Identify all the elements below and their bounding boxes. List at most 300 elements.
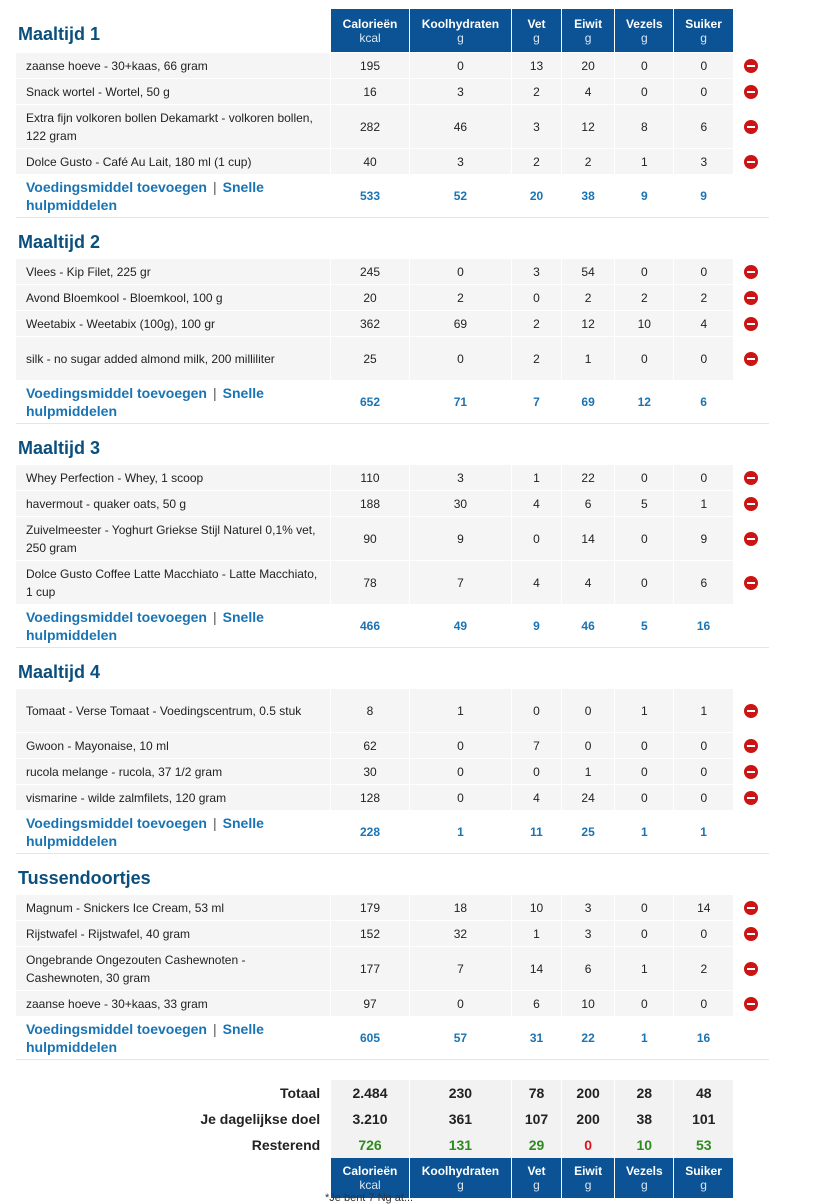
delete-icon[interactable]	[744, 576, 758, 590]
meal-total-value: 46	[562, 605, 615, 648]
meal-total-value: 533	[331, 175, 410, 218]
meal-total-value: 49	[409, 605, 511, 648]
food-value: 0	[562, 689, 615, 733]
meal-totals-row	[16, 811, 769, 854]
summary-value: 3.210	[331, 1106, 410, 1132]
food-value: 40	[331, 149, 410, 175]
food-row[interactable]	[16, 785, 769, 811]
column-header-2	[511, 9, 561, 53]
summary-value: 200	[562, 1080, 615, 1106]
food-value: 5	[615, 491, 674, 517]
add-food-link[interactable]: Voedingsmiddel toevoegen	[26, 815, 207, 831]
food-value: 3	[562, 895, 615, 921]
link-separator: |	[213, 385, 217, 401]
food-value: 3	[409, 149, 511, 175]
food-value: 0	[409, 53, 511, 79]
food-value: 0	[674, 465, 733, 491]
food-value: 16	[331, 79, 410, 105]
link-separator: |	[213, 1021, 217, 1037]
meal-total-value: 1	[615, 1017, 674, 1060]
summary-value: 230	[409, 1080, 511, 1106]
delete-icon[interactable]	[744, 352, 758, 366]
food-value: 0	[615, 53, 674, 79]
meal-total-value: 6	[674, 381, 733, 424]
food-row[interactable]	[16, 259, 769, 285]
food-name[interactable]: Snack wortel - Wortel, 50 g	[16, 79, 331, 105]
delete-cell	[733, 259, 769, 285]
delete-icon[interactable]	[744, 120, 758, 134]
meal-title-text: Maaltijd 1	[18, 24, 101, 44]
empty-cell	[733, 1158, 769, 1198]
empty-cell	[733, 605, 769, 648]
food-value: 20	[562, 53, 615, 79]
column-unit: g	[533, 30, 540, 45]
meal-title	[16, 218, 769, 259]
food-value: 3	[409, 79, 511, 105]
food-value: 14	[511, 947, 561, 991]
food-row[interactable]	[16, 991, 769, 1017]
food-name[interactable]: Vlees - Kip Filet, 225 gr	[16, 259, 331, 285]
food-value: 1	[511, 921, 561, 947]
food-value: 0	[511, 285, 561, 311]
food-value: 0	[409, 785, 511, 811]
delete-cell	[733, 53, 769, 79]
food-name[interactable]: Magnum - Snickers Ice Cream, 53 ml	[16, 895, 331, 921]
column-label: Koolhydraten	[421, 16, 500, 31]
food-value: 6	[511, 991, 561, 1017]
food-value: 2	[511, 79, 561, 105]
food-value: 9	[674, 517, 733, 561]
food-value: 3	[409, 465, 511, 491]
column-unit: g	[700, 30, 707, 45]
delete-cell	[733, 947, 769, 991]
food-value: 2	[674, 285, 733, 311]
empty-cell	[733, 381, 769, 424]
summary-row-remaining	[16, 1132, 769, 1158]
food-row[interactable]	[16, 465, 769, 491]
summary-row-total	[16, 1080, 769, 1106]
food-value: 8	[615, 105, 674, 149]
food-name[interactable]: zaanse hoeve - 30+kaas, 66 gram	[16, 53, 331, 79]
food-name[interactable]: Dolce Gusto Coffee Latte Macchiato - Latte Macchiato, 1 cup	[16, 561, 331, 605]
food-row[interactable]	[16, 491, 769, 517]
meal-total-value: 16	[674, 1017, 733, 1060]
column-header-5	[674, 9, 733, 53]
delete-icon[interactable]	[744, 739, 758, 753]
food-value: 46	[409, 105, 511, 149]
column-header-row	[16, 9, 769, 53]
column-unit: g	[584, 1178, 592, 1192]
empty-cell	[733, 175, 769, 218]
food-value: 2	[615, 285, 674, 311]
meal-header-row	[16, 648, 769, 689]
food-value: 177	[331, 947, 410, 991]
food-value: 97	[331, 991, 410, 1017]
meal-total-value: 31	[511, 1017, 561, 1060]
delete-cell	[733, 895, 769, 921]
food-name[interactable]: rucola melange - rucola, 37 1/2 gram	[16, 759, 331, 785]
delete-icon[interactable]	[744, 901, 758, 915]
meal-total-value: 11	[511, 811, 561, 854]
meal-links	[16, 1017, 331, 1060]
food-value: 0	[615, 921, 674, 947]
summary-value: 361	[409, 1106, 511, 1132]
meal-total-value: 57	[409, 1017, 511, 1060]
summary-label: Je dagelijkse doel	[200, 1111, 321, 1127]
meal-total-value: 9	[511, 605, 561, 648]
food-name[interactable]: Whey Perfection - Whey, 1 scoop	[16, 465, 331, 491]
food-value: 2	[511, 337, 561, 381]
column-header-1	[409, 1158, 511, 1198]
spacer-cell	[16, 1060, 769, 1081]
food-value: 2	[562, 285, 615, 311]
delete-icon[interactable]	[744, 927, 758, 941]
summary-value: 78	[511, 1080, 561, 1106]
column-unit: kcal	[359, 1178, 381, 1192]
delete-cell	[733, 285, 769, 311]
delete-cell	[733, 785, 769, 811]
food-value: 188	[331, 491, 410, 517]
food-value: 2	[409, 285, 511, 311]
column-unit: g	[700, 1178, 707, 1192]
column-header-5	[674, 1158, 733, 1198]
food-value: 8	[331, 689, 410, 733]
food-value: 0	[511, 689, 561, 733]
meal-title	[16, 854, 769, 895]
food-row[interactable]	[16, 149, 769, 175]
food-value: 6	[674, 561, 733, 605]
column-label: Suiker	[685, 1164, 722, 1178]
food-value: 0	[674, 991, 733, 1017]
add-food-link[interactable]: Voedingsmiddel toevoegen	[26, 179, 207, 195]
food-value: 12	[562, 311, 615, 337]
empty-cell	[733, 1017, 769, 1060]
footnote: *Je bent 7 Ng at...	[325, 1192, 414, 1204]
food-row[interactable]	[16, 285, 769, 311]
food-value: 2	[674, 947, 733, 991]
delete-icon[interactable]	[744, 155, 758, 169]
food-value: 12	[562, 105, 615, 149]
food-value: 0	[615, 785, 674, 811]
food-value: 10	[511, 895, 561, 921]
food-value: 1	[674, 491, 733, 517]
meal-total-value: 25	[562, 811, 615, 854]
food-row[interactable]	[16, 337, 769, 381]
column-unit: g	[640, 1178, 648, 1192]
food-name[interactable]: Zuivelmeester - Yoghurt Griekse Stijl Naturel 0,1% vet, 250 gram	[16, 517, 331, 561]
food-value: 0	[674, 79, 733, 105]
column-unit: g	[533, 1178, 540, 1192]
add-food-link[interactable]: Voedingsmiddel toevoegen	[26, 1021, 207, 1037]
summary-label: Resterend	[251, 1137, 321, 1153]
column-label: Vet	[527, 16, 546, 31]
delete-cell	[733, 991, 769, 1017]
food-value: 2	[511, 149, 561, 175]
column-header-2	[511, 1158, 561, 1198]
food-value: 10	[615, 311, 674, 337]
delete-icon[interactable]	[744, 532, 758, 546]
meal-links	[16, 811, 331, 854]
delete-cell	[733, 517, 769, 561]
food-value: 7	[511, 733, 561, 759]
food-value: 1	[615, 149, 674, 175]
meal-title-text: Maaltijd 3	[18, 437, 101, 458]
add-food-link[interactable]: Voedingsmiddel toevoegen	[26, 609, 207, 625]
food-row[interactable]	[16, 689, 769, 733]
summary-value: 53	[674, 1132, 733, 1158]
empty-cell	[733, 811, 769, 854]
delete-icon[interactable]	[744, 765, 758, 779]
food-value: 6	[562, 947, 615, 991]
quick-tools-link[interactable]: Snelle hulpmiddelen	[26, 1021, 264, 1055]
delete-icon[interactable]	[744, 962, 758, 976]
meal-title-text: Maaltijd 2	[18, 231, 101, 252]
meal-totals-row	[16, 381, 769, 424]
empty-cell	[733, 1080, 769, 1106]
food-value: 1	[615, 689, 674, 733]
quick-tools-link[interactable]: Snelle hulpmiddelen	[26, 385, 264, 419]
food-value: 7	[409, 947, 511, 991]
food-value: 13	[511, 53, 561, 79]
food-value: 2	[511, 311, 561, 337]
summary-value: 0	[562, 1132, 615, 1158]
column-label: Vet	[527, 1164, 546, 1178]
meal-total-value: 1	[409, 811, 511, 854]
column-unit: g	[457, 30, 464, 45]
food-value: 0	[615, 895, 674, 921]
food-value: 7	[409, 561, 511, 605]
column-label: Eiwit	[574, 16, 603, 31]
food-value: 3	[511, 259, 561, 285]
meal-header-row	[16, 218, 769, 259]
food-value: 0	[674, 53, 733, 79]
spacer-cell	[16, 1158, 331, 1198]
delete-icon[interactable]	[744, 85, 758, 99]
food-value: 0	[615, 79, 674, 105]
food-name[interactable]: zaanse hoeve - 30+kaas, 33 gram	[16, 991, 331, 1017]
delete-cell	[733, 311, 769, 337]
summary-value: 28	[615, 1080, 674, 1106]
food-value: 128	[331, 785, 410, 811]
summary-value: 29	[511, 1132, 561, 1158]
summary-value: 48	[674, 1080, 733, 1106]
food-value: 69	[409, 311, 511, 337]
meal-total-value: 9	[615, 175, 674, 218]
food-value: 362	[331, 311, 410, 337]
food-row[interactable]	[16, 53, 769, 79]
food-row[interactable]	[16, 895, 769, 921]
column-header-3	[562, 1158, 615, 1198]
quick-tools-link[interactable]: Snelle hulpmiddelen	[26, 815, 264, 849]
food-row[interactable]	[16, 733, 769, 759]
summary-value: 2.484	[331, 1080, 410, 1106]
summary-value: 726	[331, 1132, 410, 1158]
food-value: 0	[615, 517, 674, 561]
food-value: 0	[615, 561, 674, 605]
food-name[interactable]: Weetabix - Weetabix (100g), 100 gr	[16, 311, 331, 337]
column-label: Vezels	[625, 16, 663, 31]
empty-cell	[733, 1106, 769, 1132]
meal-total-value: 20	[511, 175, 561, 218]
meal-total-value: 9	[674, 175, 733, 218]
empty-cell	[733, 9, 769, 53]
food-value: 18	[409, 895, 511, 921]
food-value: 1	[562, 759, 615, 785]
delete-icon[interactable]	[744, 497, 758, 511]
delete-cell	[733, 759, 769, 785]
food-value: 1	[674, 689, 733, 733]
summary-value: 107	[511, 1106, 561, 1132]
column-header-4	[615, 1158, 674, 1198]
meal-total-value: 52	[409, 175, 511, 218]
food-name[interactable]: Tomaat - Verse Tomaat - Voedingscentrum, 0.5 stuk	[16, 689, 331, 733]
food-value: 6	[674, 105, 733, 149]
meal-totals-row	[16, 1017, 769, 1060]
quick-tools-link[interactable]: Snelle hulpmiddelen	[26, 609, 264, 643]
column-header-3	[562, 9, 615, 53]
food-value: 0	[615, 759, 674, 785]
spacer-row	[16, 1060, 769, 1081]
food-name[interactable]: Rijstwafel - Rijstwafel, 40 gram	[16, 921, 331, 947]
delete-cell	[733, 465, 769, 491]
food-value: 54	[562, 259, 615, 285]
food-row[interactable]	[16, 561, 769, 605]
food-value: 2	[562, 149, 615, 175]
food-value: 0	[409, 733, 511, 759]
meal-links	[16, 175, 331, 218]
food-value: 0	[615, 259, 674, 285]
food-row[interactable]	[16, 947, 769, 991]
food-row[interactable]	[16, 759, 769, 785]
food-row[interactable]	[16, 311, 769, 337]
summary-row-goal	[16, 1106, 769, 1132]
food-value: 0	[674, 921, 733, 947]
food-value: 62	[331, 733, 410, 759]
food-value: 22	[562, 465, 615, 491]
summary-value: 38	[615, 1106, 674, 1132]
meal-total-value: 22	[562, 1017, 615, 1060]
delete-icon[interactable]	[744, 59, 758, 73]
food-value: 1	[409, 689, 511, 733]
summary-label: Totaal	[279, 1085, 321, 1101]
food-row[interactable]	[16, 79, 769, 105]
food-value: 0	[674, 759, 733, 785]
meal-total-value: 605	[331, 1017, 410, 1060]
food-value: 0	[409, 259, 511, 285]
meal-title	[16, 9, 331, 53]
food-value: 195	[331, 53, 410, 79]
food-name[interactable]: havermout - quaker oats, 50 g	[16, 491, 331, 517]
meal-title-text: Tussendoortjes	[18, 867, 151, 888]
food-name[interactable]: silk - no sugar added almond milk, 200 milliliter	[16, 337, 331, 381]
delete-cell	[733, 337, 769, 381]
food-row[interactable]	[16, 105, 769, 149]
delete-icon[interactable]	[744, 291, 758, 305]
meal-total-value: 652	[331, 381, 410, 424]
quick-tools-link[interactable]: Snelle hulpmiddelen	[26, 179, 264, 213]
meal-header-row	[16, 424, 769, 465]
column-header-4	[615, 9, 674, 53]
food-value: 6	[562, 491, 615, 517]
link-separator: |	[213, 815, 217, 831]
meal-total-value: 1	[615, 811, 674, 854]
food-value: 25	[331, 337, 410, 381]
food-value: 0	[674, 337, 733, 381]
column-unit: kcal	[359, 30, 381, 45]
food-value: 4	[511, 561, 561, 605]
food-name[interactable]: Extra fijn volkoren bollen Dekamarkt - volkoren bollen, 122 gram	[16, 105, 331, 149]
food-value: 179	[331, 895, 410, 921]
meal-links	[16, 381, 331, 424]
food-value: 3	[562, 921, 615, 947]
food-value: 3	[511, 105, 561, 149]
meal-title	[16, 648, 769, 689]
food-value: 30	[331, 759, 410, 785]
food-value: 14	[562, 517, 615, 561]
food-name[interactable]: Gwoon - Mayonaise, 10 ml	[16, 733, 331, 759]
meal-total-value: 16	[674, 605, 733, 648]
food-value: 282	[331, 105, 410, 149]
column-header-1	[409, 9, 511, 53]
food-value: 30	[409, 491, 511, 517]
meal-links	[16, 605, 331, 648]
food-value: 9	[409, 517, 511, 561]
meal-total-value: 12	[615, 381, 674, 424]
column-label: Calorieën	[342, 16, 398, 31]
food-value: 4	[511, 785, 561, 811]
food-value: 110	[331, 465, 410, 491]
food-row[interactable]	[16, 517, 769, 561]
food-value: 90	[331, 517, 410, 561]
delete-cell	[733, 149, 769, 175]
food-value: 3	[674, 149, 733, 175]
food-name[interactable]: Avond Bloemkool - Bloemkool, 100 g	[16, 285, 331, 311]
add-food-link[interactable]: Voedingsmiddel toevoegen	[26, 385, 207, 401]
meal-header-row	[16, 854, 769, 895]
food-value: 245	[331, 259, 410, 285]
food-row[interactable]	[16, 921, 769, 947]
food-value: 4	[511, 491, 561, 517]
food-value: 24	[562, 785, 615, 811]
food-name[interactable]: vismarine - wilde zalmfilets, 120 gram	[16, 785, 331, 811]
food-value: 0	[511, 517, 561, 561]
column-label: Eiwit	[574, 1164, 603, 1178]
meal-total-value: 1	[674, 811, 733, 854]
delete-icon[interactable]	[744, 704, 758, 718]
food-value: 0	[674, 785, 733, 811]
food-value: 1	[615, 947, 674, 991]
delete-icon[interactable]	[744, 265, 758, 279]
meal-totals-row	[16, 175, 769, 218]
food-value: 0	[615, 337, 674, 381]
delete-icon[interactable]	[744, 471, 758, 485]
column-label: Calorieën	[342, 1164, 398, 1178]
food-value: 20	[331, 285, 410, 311]
food-diary-table	[16, 9, 769, 1198]
meal-total-value: 466	[331, 605, 410, 648]
food-value: 0	[674, 259, 733, 285]
food-value: 0	[615, 465, 674, 491]
summary-value: 131	[409, 1132, 511, 1158]
column-label: Koolhydraten	[421, 1164, 500, 1178]
column-header-0	[331, 9, 410, 53]
delete-icon[interactable]	[744, 997, 758, 1011]
food-value: 0	[615, 991, 674, 1017]
delete-icon[interactable]	[744, 317, 758, 331]
food-name[interactable]: Dolce Gusto - Café Au Lait, 180 ml (1 cup)	[16, 149, 331, 175]
food-name[interactable]: Ongebrande Ongezouten Cashewnoten - Cashewnoten, 30 gram	[16, 947, 331, 991]
delete-icon[interactable]	[744, 791, 758, 805]
